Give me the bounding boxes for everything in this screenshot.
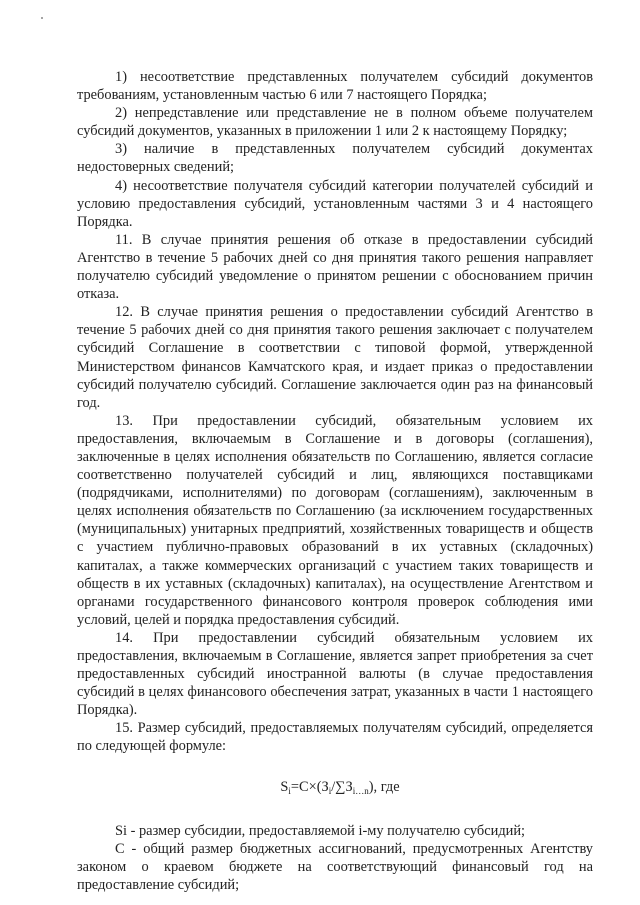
paragraph-section-13: 13. При предоставлении субсидий, обязательным условием их предоставления, включаемым в Соглашение и в договоры (соглашения), заключенные в целях исполнения обязательств по Соглашению, является согласие соответственно получателей субсидий и лиц, являющихся поставщиками (подрядчиками, исполнителями) по договорам (соглашениям), заключенным в целях исполнения обязательств по Соглашению (за исключением государственных (муниципальных) унитарных предприятий, хозяйственных товариществ и обществ с участием публично-правовых образований в их уставных (складочных) капиталах, а также коммерческих организаций с участием таких товариществ и обществ в их уставных (складочных) капиталах), на осуществление Агентством и органами государственного финансового контроля проверок соблюдения ими условий, целей и порядка предоставления субсидий. — [77, 412, 593, 628]
scan-speck — [41, 17, 43, 19]
paragraph-section-14: 14. При предоставлении субсидий обязательным условием их предоставления, включаемым в Соглашение, является запрет приобретения за счет предоставленных субсидий иностранной валюты (в случае предоставления субсидий в целях финансового обеспечения затрат, указанных в части 1 настоящего Порядка). — [77, 629, 593, 719]
formula-sum-subscript: i…n — [352, 785, 369, 796]
paragraph-item-1: 1) несоответствие представленных получателем субсидий документов требованиям, установленным частью 6 или 7 настоящего Порядка; — [77, 69, 593, 104]
formula-division-part: /∑З — [331, 778, 353, 795]
formula-tail: ), где — [368, 778, 400, 795]
paragraph-section-11: 11. В случае принятия решения об отказе в предоставлении субсидий Агентство в течение 5 рабочих дней со дня принятия такого решения направляет получателю субсидий уведомление о принятом решении с обоснованием причин отказа. — [77, 231, 593, 303]
formula-z-subscript: i — [328, 785, 332, 796]
formula-lhs-subscript: i — [288, 785, 291, 796]
paragraph-section-12: 12. В случае принятия решения о предоставлении субсидий Агентство в течение 5 рабочих дней со дня принятия такого решения заключает с получателем субсидий Соглашение в соответствии с типовой формой, утвержденной Министерством финансов Камчатского края, и издает приказ о предоставлении субсидий получателю субсидий. Соглашение заключается один раз на финансовый год. — [77, 304, 593, 411]
subsidy-formula — [77, 778, 593, 796]
paragraph-item-4: 4) несоответствие получателя субсидий категории получателей субсидий и условию предоставления субсидий, установленным частями 3 и 4 настоящего Порядка. — [77, 177, 593, 230]
formula-equals-part: =C×(З — [290, 778, 329, 795]
paragraph-section-15: 15. Размер субсидий, предоставляемых получателям субсидий, определяется по следующей формуле: — [77, 720, 593, 755]
definition-c: С - общий размер бюджетных ассигнований, предусмотренных Агентству законом о краевом бюджете на соответствующий финансовый год на предоставление субсидий; — [77, 840, 593, 893]
paragraph-item-3: 3) наличие в представленных получателем субсидий документах недостоверных сведений; — [77, 141, 593, 176]
formula-lhs: S — [280, 778, 289, 795]
document-body — [77, 68, 593, 894]
paragraph-item-2: 2) непредставление или представление не в полном объеме получателем субсидий документов, указанных в приложении 1 или 2 к настоящему Порядку; — [77, 105, 593, 140]
definition-si: Si - размер субсидии, предоставляемой i-му получателю субсидий; — [115, 822, 526, 839]
